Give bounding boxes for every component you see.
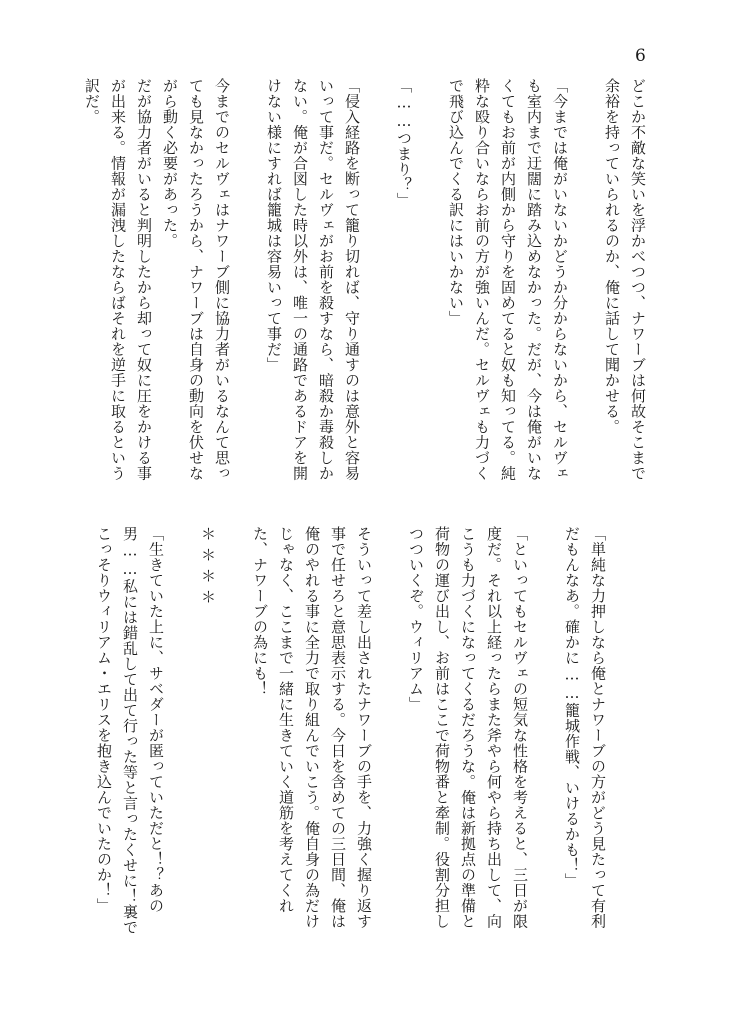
narration-paragraph: だが協力者がいると判明したから却って奴に圧をかける事が出来る。情報が漏洩したならばそれを逆手に取るという訳だ。: [83, 78, 153, 481]
upper-text-block: [83, 78, 651, 492]
paragraph-gap: [221, 526, 247, 940]
dialogue-paragraph: 「といってもセルヴェの短気な性格を考えると、三日が限度だ。それ以上経ったらまた斧やら何やら持ち出して、向こうも力づくになってくるだろうな。俺は新拠点の準備と荷物の運び出し、お前はここで荷物番と牽制。役割分担しつついくぞ。ウィリアム」: [407, 526, 529, 929]
narration-paragraph: 今までのセルヴェはナワーブ側に協力者がいるなんて思っても見なかったろうから、ナワーブは自身の動向を伏せながら動く必要があった。: [161, 78, 231, 481]
lower-text-block: [91, 526, 611, 940]
page-number: 6: [635, 46, 646, 66]
narration-paragraph: そういって差し出されたナワーブの手を、力強く握り返す事で任せろと意思表示する。今日を含めての三日間、俺は俺のやれる事に全力で取り組んでいこう。俺自身の為だけじゃなく、ここまで一緒に生きていく道筋を考えてくれた、ナワーブの為にも！: [251, 526, 373, 929]
paragraph-gap: [169, 526, 195, 940]
dialogue-paragraph: 「……つまり？」: [395, 78, 413, 208]
paragraph-gap: [365, 78, 391, 492]
dialogue-paragraph: 「侵入経路を断って籠り切れば、守り通すのは意外と容易いって事だ。セルヴェがお前を殺すなら、暗殺か毒殺しかない。俺が合図した時以外は、唯一の通路であるドアを開けない様にすれば籠城は容易いって事だ」: [265, 78, 361, 481]
dialogue-paragraph: 「今までは俺がいないかどうか分からないから、セルヴェも室内まで迂闊に踏み込めなかった。だが、今は俺がいなくてもお前が内側から守りを固めてると奴も知ってる。純粋な殴り合いならお前の方が強いんだ。セルヴェも力づくで飛び込んでくる訳にはいかない」: [447, 78, 569, 481]
dialogue-paragraph: 「生きていた上に、サベダーが匿っていただと！？あの男……私には錯乱して出て行った等と言ったくせに！裏でこっそりウィリアム・エリスを抱き込んでいたのか！」: [95, 526, 165, 935]
paragraph-gap: [235, 78, 261, 492]
scene-break: ＊＊＊＊: [199, 526, 217, 610]
paragraph-gap: [417, 78, 443, 492]
paragraph-gap: [533, 526, 559, 940]
paragraph-gap: [573, 78, 599, 492]
dialogue-paragraph: 「単純な力押しなら俺とナワーブの方がどう見たって有利だもんなあ。確かに……籠城作戦、いけるかも！」: [563, 526, 607, 929]
paragraph-gap: [377, 526, 403, 940]
narration-paragraph: どこか不敵な笑いを浮かべつつ、ナワーブは何故そこまで余裕を持っていられるのか、俺に話して聞かせる。: [603, 78, 647, 481]
